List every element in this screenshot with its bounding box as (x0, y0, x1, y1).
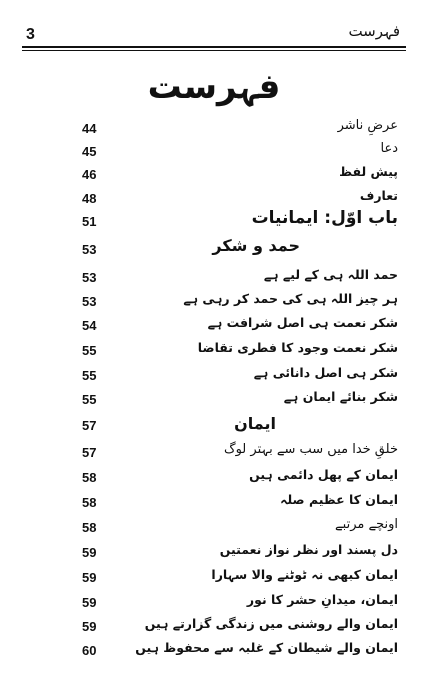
toc-entry (40, 567, 398, 591)
toc-entry-title: تعارف (359, 188, 398, 203)
toc-page-number: 57 (82, 418, 97, 433)
toc-section-title: ایمان (234, 414, 276, 433)
toc-entry-title: ایمان کے پھل دائمی ہیں (249, 467, 398, 482)
toc-entry (40, 640, 398, 664)
toc-page-number: 58 (82, 495, 97, 510)
toc-entry-title: ایمان، میدانِ حشر کا نور (246, 592, 398, 607)
running-title: فہرست (348, 22, 400, 40)
toc-entry-title: ایمان کبھی نہ ٹوٹنے والا سہارا (211, 567, 398, 582)
toc-entry-title: شکر ہی اصل دانائی ہے (253, 365, 398, 380)
header-rule (22, 46, 406, 48)
toc-section (40, 236, 398, 260)
page-title: فہرست (147, 67, 281, 107)
toc-entry-title: دعا (380, 141, 398, 156)
toc-page-number: 54 (82, 318, 97, 333)
toc-page-number: 53 (82, 270, 97, 285)
toc-entry (40, 517, 398, 541)
toc-entry-title: دل پسند اور نظر نواز نعمتیں (219, 542, 398, 557)
toc-entry (40, 616, 398, 640)
toc-entry (40, 365, 398, 389)
toc-entry-title: شکر بنائے ایمان ہے (283, 389, 398, 404)
toc-entry (40, 467, 398, 491)
toc-page-number: 59 (82, 545, 97, 560)
toc-entry-title: شکر نعمت ہی اصل شرافت ہے (207, 315, 398, 330)
toc-section (40, 414, 398, 438)
toc-entry-title: حمد اللہ ہی کے لیے ہے (263, 267, 398, 282)
toc-page-number: 59 (82, 570, 97, 585)
toc-entry (40, 442, 398, 466)
toc-entry-title: ایمان والے شیطان کے غلبہ سے محفوظ ہیں (135, 640, 398, 655)
toc-page-number: 55 (82, 343, 97, 358)
toc-page-number: 48 (82, 191, 97, 206)
page-number: 3 (26, 26, 35, 43)
toc-entry-title: ایمان کا عظیم صلہ (280, 492, 398, 507)
toc-page-number: 53 (82, 294, 97, 309)
toc-page-number: 59 (82, 619, 97, 634)
toc-chapter (40, 208, 398, 232)
toc-entry-title: پیش لفظ (339, 164, 398, 179)
toc-chapter-title: باب اوّل: ایمانیات (251, 208, 398, 228)
toc-entry-title: ایمان والے روشنی میں زندگی گزارتے ہیں (144, 616, 398, 631)
toc-page-number: 46 (82, 167, 97, 182)
toc-page-number: 60 (82, 643, 97, 658)
toc-entry (40, 542, 398, 566)
toc-entry (40, 164, 398, 188)
running-header (22, 22, 406, 44)
toc-entry-title: خلقِ خدا میں سب سے بہتر لوگ (223, 442, 398, 457)
toc-entry (40, 315, 398, 339)
toc-entry (40, 267, 398, 291)
toc-page-number: 57 (82, 445, 97, 460)
toc-entry-title: ہر چیز اللہ ہی کی حمد کر رہی ہے (183, 291, 398, 306)
toc-page-number: 44 (82, 121, 97, 136)
toc-entry (40, 389, 398, 413)
toc-entry-title: اونچے مرتبے (335, 517, 398, 532)
toc-entry (40, 592, 398, 616)
toc-page-number: 51 (82, 214, 97, 229)
toc-entry (40, 291, 398, 315)
toc-page-number: 55 (82, 368, 97, 383)
toc-entry (40, 340, 398, 364)
toc-page-number: 58 (82, 520, 97, 535)
toc-page-number: 59 (82, 595, 97, 610)
toc-entry (40, 492, 398, 516)
toc-page-number: 45 (82, 144, 97, 159)
toc-page-number: 53 (82, 242, 97, 257)
toc-section-title: حمد و شکر (212, 236, 300, 255)
toc-entry (40, 141, 398, 165)
toc-entry (40, 118, 398, 142)
header-rule-thin (22, 50, 406, 51)
toc-entry-title: شکر نعمت وجود کا فطری تقاضا (197, 340, 398, 355)
toc-page-number: 58 (82, 470, 97, 485)
toc-page-number: 55 (82, 392, 97, 407)
toc-entry-title: عرضِ ناشر (337, 118, 398, 133)
